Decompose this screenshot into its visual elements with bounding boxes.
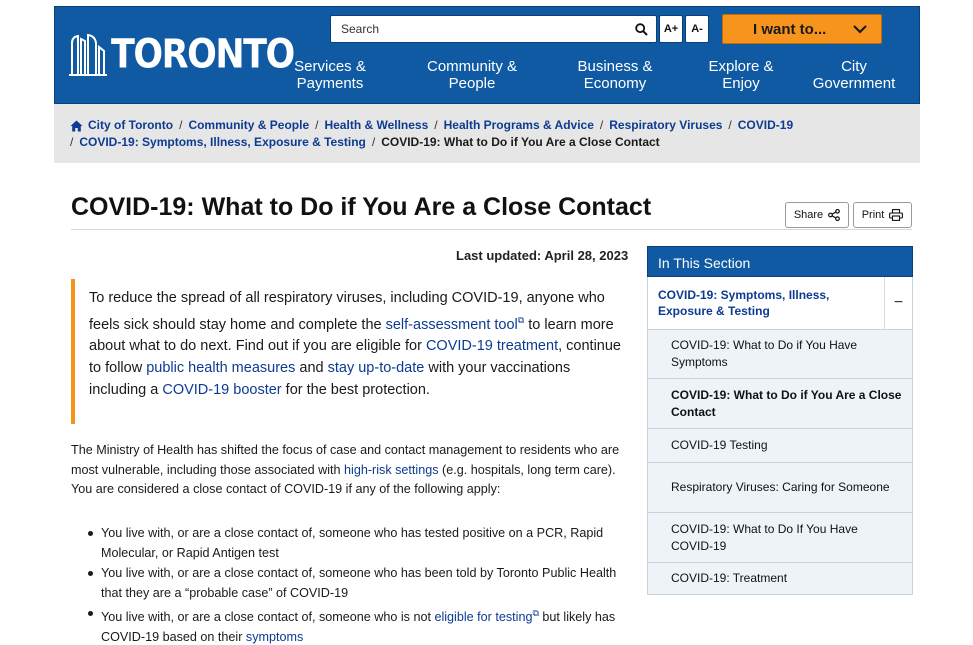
breadcrumb-separator: / [179,118,183,132]
callout-text: with your vaccinations including a [89,360,571,399]
breadcrumb-line-2 [70,134,920,151]
list-item [88,564,618,603]
nav-label-line2: People [448,75,496,92]
sidebar-item-label: COVID-19 Testing [671,438,768,452]
nav-label-line2: Payments [296,75,364,92]
search-box [330,15,657,43]
font-increase-button[interactable]: A+ [659,15,683,43]
i-want-to-label: I want to... [753,20,827,38]
sidebar-item-label: COVID-19: Treatment [671,571,788,585]
nav-label-line1: Explore & [708,58,774,75]
nav-label-line2: Economy [583,75,647,92]
high-risk-settings-link[interactable]: high-risk settings [344,462,439,477]
nav-explore-enjoy[interactable] [702,58,780,92]
callout-text: and [295,360,328,377]
search-input[interactable] [331,16,626,42]
callout-notice [71,279,623,424]
breadcrumb-separator: / [371,135,376,149]
breadcrumb-separator: / [728,118,732,132]
breadcrumb-separator: / [315,118,319,132]
list-item [88,604,618,645]
font-decrease-button[interactable]: A- [685,15,709,43]
share-label: Share [793,209,824,221]
search-icon [635,23,648,36]
nav-label-line2: Enjoy [722,75,760,92]
share-icon [828,209,840,221]
callout-text: to learn more about what to do next. Find out if you are eligible for [89,316,614,355]
breadcrumb-link-health-programs[interactable]: Health Programs & Advice [443,118,594,132]
covid-treatment-link[interactable]: COVID-19 treatment [425,338,559,355]
print-button[interactable] [853,202,912,228]
sidebar-item-treatment[interactable] [647,563,913,595]
print-label: Print [861,209,885,221]
breadcrumb-link-community-people[interactable]: Community & People [188,118,310,132]
search-button[interactable] [626,16,656,42]
symptoms-link[interactable]: symptoms [245,629,304,644]
external-link-icon: ⧉ [532,608,539,618]
breadcrumb [54,104,920,163]
site-header [54,6,920,104]
paragraph-text: (e.g. hospitals, long term care). You are considered a close contact of COVID-19 if any of the following apply: [71,462,616,496]
list-item-text: You live with, or are a close contact of, someone who has tested positive on a PCR, Rapid Molecular, or Rapid Antigen test [101,526,604,560]
breadcrumb-link-respiratory-viruses[interactable]: Respiratory Viruses [609,118,723,132]
callout-text: , continue to follow [89,338,621,377]
sidebar-item-label: Respiratory Viruses: Caring for Someone [671,480,890,494]
close-contact-criteria-list [88,524,618,645]
sidebar-item-label: COVID-19: What to Do If You Have COVID-19 [671,521,858,553]
list-item-text: but likely has COVID-19 based on their [101,610,616,644]
breadcrumb-link-city-of-toronto[interactable]: City of Toronto [88,118,174,132]
list-item-text: You live with, or are a close contact of, someone who has been told by Toronto Public Health that they are a “probable case” of COVID-19 [101,566,617,600]
title-divider [71,229,912,230]
breadcrumb-separator: / [599,118,604,132]
breadcrumb-link-symptoms-testing[interactable]: COVID-19: Symptoms, Illness, Exposure & Testing [79,135,366,149]
list-item [88,524,618,563]
logo-wordmark: TORONTO [111,32,294,78]
sidebar-parent-label: COVID-19: Symptoms, Illness, Exposure & Testing [658,288,830,318]
sidebar-item-symptoms[interactable] [647,329,913,379]
callout-text: for the best protection. [281,382,430,399]
printer-icon [889,209,903,221]
breadcrumb-separator: / [70,135,74,149]
covid-booster-link[interactable]: COVID-19 booster [162,382,282,399]
sidebar-item-label: COVID-19: What to Do if You Are a Close Contact [671,387,902,419]
nav-label-line1: Community & [426,58,518,75]
sidebar-parent-item[interactable] [647,277,913,329]
sidebar-item-have-covid[interactable] [647,513,913,563]
sidebar-item-close-contact[interactable] [647,379,913,429]
sidebar-item-testing[interactable] [647,429,913,463]
sidebar-item-label: COVID-19: What to Do if You Have Symptoms [671,338,858,369]
stay-up-to-date-link[interactable]: stay up-to-date [327,360,425,377]
nav-label-line2: Government [812,75,896,92]
collapse-toggle-icon[interactable]: − [884,277,912,329]
list-item-text: You live with, or are a close contact of, someone who is not [101,610,435,625]
city-hall-logo-icon [69,33,107,77]
nav-community-people[interactable] [420,58,524,92]
nav-city-government[interactable] [809,58,899,92]
nav-label-line1: Business & [577,58,653,75]
in-this-section-sidebar [647,246,913,595]
public-health-measures-link[interactable]: public health measures [146,360,296,377]
page-title: COVID-19: What to Do if You Are a Close Contact [71,193,652,221]
last-updated: Last updated: April 28, 2023 [456,248,629,263]
callout-text: To reduce the spread of all respiratory viruses, including COVID-19, anyone who feels sick should stay home and complete the [89,290,605,333]
i-want-to-button[interactable] [722,14,882,44]
breadcrumb-link-health-wellness[interactable]: Health & Wellness [324,118,429,132]
sidebar-item-caring[interactable] [647,463,913,513]
self-assessment-link[interactable]: self-assessment tool [385,316,518,333]
breadcrumb-line-1 [70,117,920,134]
nav-label-line1: City [841,58,867,75]
nav-business-economy[interactable] [569,58,661,92]
sidebar-heading: In This Section [647,246,913,277]
home-icon [70,120,83,132]
breadcrumb-separator: / [434,118,438,132]
chevron-down-icon [853,24,867,34]
breadcrumb-current-page: COVID-19: What to Do if You Are a Close Contact [381,135,660,149]
nav-label-line1: Services & [294,58,366,75]
toronto-logo[interactable] [69,29,294,81]
intro-paragraph [71,441,621,500]
paragraph-text: The Ministry of Health has shifted the focus of case and contact management to residents who are most vulnerable, including those associated with [71,443,620,477]
nav-services-payments[interactable] [285,58,375,92]
eligible-for-testing-link[interactable]: eligible for testing [434,610,533,625]
breadcrumb-link-covid-19[interactable]: COVID-19 [737,118,794,132]
share-button[interactable] [785,202,849,228]
external-link-icon: ⧉ [517,314,525,325]
